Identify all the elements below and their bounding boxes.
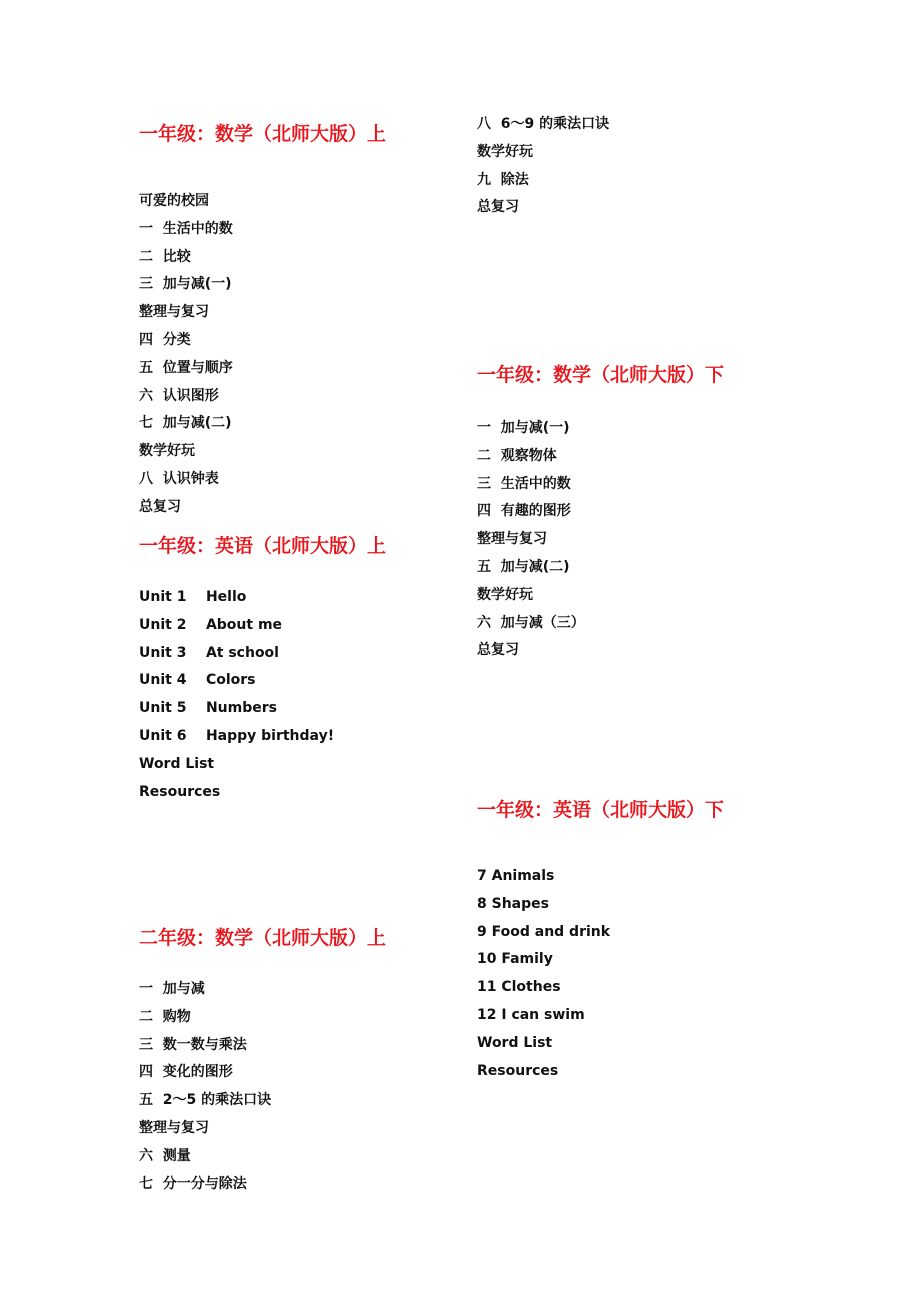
list-item: Unit 5 Numbers	[139, 700, 277, 717]
section-title: 一年级：英语（北师大版）下	[477, 799, 725, 821]
list-item: 一 加与减	[139, 981, 205, 997]
list-item: Unit 2 About me	[139, 616, 283, 633]
list-item: 八 认识钟表	[139, 470, 219, 487]
list-item: 八 6～9 的乘法口诀	[477, 116, 610, 132]
list-item: Word List	[139, 755, 215, 772]
section-math-grade1-vol1	[139, 121, 439, 522]
section-title: 二年级：数学（北师大版）上	[139, 927, 387, 949]
list-item: 可爱的校园	[139, 193, 209, 209]
list-item: Unit 1 Hello	[139, 589, 247, 605]
section-title: 一年级：英语（北师大版）上	[139, 535, 387, 557]
section-math-grade2-vol1	[139, 925, 439, 1198]
list-item: 四 分类	[139, 331, 191, 348]
list-item: 二 观察物体	[477, 447, 557, 464]
list-item: 一 加与减(一)	[477, 420, 570, 436]
toc-list	[139, 188, 439, 522]
list-item: Unit 4 Colors	[139, 672, 256, 689]
list-item: 九 除法	[477, 171, 529, 188]
section-title: 一年级：数学（北师大版）上	[139, 123, 387, 145]
list-item: 三 加与减(一)	[139, 276, 232, 293]
list-item: 六 认识图形	[139, 387, 219, 404]
toc-list	[139, 976, 439, 1198]
list-item: 12 I can swim	[477, 1006, 585, 1023]
list-item: 二 购物	[139, 1008, 191, 1025]
list-item: 总复习	[477, 199, 519, 216]
section-math-grade2-vol1-continued	[477, 111, 777, 222]
section-math-grade1-vol2	[477, 362, 777, 665]
section-english-grade1-vol2	[477, 797, 777, 1085]
list-item: 9 Food and drink	[477, 923, 611, 940]
list-item: 五 位置与顺序	[139, 359, 233, 376]
list-item: 五 加与减(二)	[477, 558, 570, 575]
list-item: Unit 6 Happy birthday!	[139, 727, 335, 744]
list-item: 7 Animals	[477, 868, 555, 884]
list-item: 六 测量	[139, 1147, 191, 1164]
list-item: 总复习	[477, 642, 519, 659]
list-item: 四 变化的图形	[139, 1064, 233, 1081]
section-title: 一年级：数学（北师大版）下	[477, 364, 725, 386]
list-item: 数学好玩	[477, 143, 533, 160]
list-item: 三 数一数与乘法	[139, 1036, 247, 1053]
list-item: 一 生活中的数	[139, 220, 233, 237]
list-item: 三 生活中的数	[477, 475, 571, 492]
toc-list	[477, 415, 777, 665]
list-item: 整理与复习	[477, 531, 547, 548]
list-item: 二 比较	[139, 248, 191, 265]
list-item: 七 分一分与除法	[139, 1175, 247, 1192]
list-item: 11 Clothes	[477, 979, 561, 996]
toc-list	[477, 111, 777, 222]
list-item: 10 Family	[477, 951, 553, 968]
list-item: Resources	[139, 783, 221, 800]
list-item: 四 有趣的图形	[477, 503, 571, 520]
list-item: 数学好玩	[139, 443, 195, 460]
list-item: Unit 3 At school	[139, 644, 279, 661]
list-item: 整理与复习	[139, 1119, 209, 1136]
list-item: Resources	[477, 1062, 559, 1079]
list-item: 总复习	[139, 498, 181, 515]
list-item: 五 2～5 的乘法口诀	[139, 1092, 272, 1109]
toc-list	[139, 584, 439, 806]
list-item: 六 加与减（三）	[477, 614, 585, 631]
list-item: 8 Shapes	[477, 895, 549, 912]
section-english-grade1-vol1	[139, 533, 439, 806]
list-item: 整理与复习	[139, 304, 209, 321]
list-item: Word List	[477, 1034, 553, 1051]
list-item: 数学好玩	[477, 586, 533, 603]
toc-list	[477, 863, 777, 1085]
list-item: 七 加与减(二)	[139, 415, 232, 432]
